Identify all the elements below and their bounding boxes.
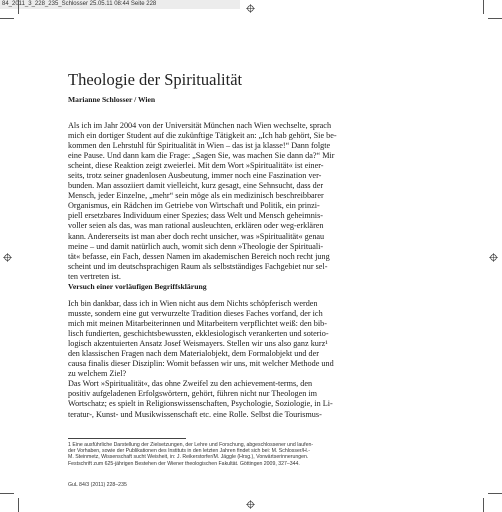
crop-mark-bottom-right-h <box>488 493 502 494</box>
text-line: kommen den Lehrstuhl für Spiritualität in Wien – das ist ja klasse!“ Dann folgte <box>68 141 331 151</box>
text-line: bunden. Man assoziiert damit vielleicht, kurz gesagt, eine Sehnsucht, dass der <box>68 181 324 191</box>
intro-paragraph <box>68 121 436 282</box>
section-heading: Versuch einer vorläufigen Begriffsklärung <box>68 282 207 291</box>
registration-mark-left-icon <box>3 253 12 262</box>
text-line: teratur-, Kunst- und Musikwissenschaft etc. eine Rolle. Selbst die Tourismus- <box>68 409 322 419</box>
footnote-divider <box>68 438 186 439</box>
text-line: mich ein dortiger Student auf die zukünftige Tätigkeit an: „Ich hab gehört, Sie be- <box>68 131 337 141</box>
text-line: Als ich im Jahr 2004 von der Universität München nach Wien wechselte, sprach <box>68 121 332 130</box>
registration-mark-right-icon <box>489 253 498 262</box>
text-line: kann. Andererseits ist man aber doch recht unsicher, was »Spiritualität« genau <box>68 231 325 241</box>
text-line: Organismus, ein Rädchen im Getriebe von Wirtschaft und Politik, ein prinzi- <box>68 201 320 211</box>
text-line: positiv aufgeladenen Erfolgswörtern, gehört, führen nicht nur Theologen im <box>68 389 318 399</box>
text-line: lisch fundierten, geschichtsbewussten, ekklesiologisch verankerten und soterio- <box>68 329 329 339</box>
text-line: Ich bin dankbar, dass ich in Wien nicht aus dem Nichts schöpferisch werden <box>68 299 318 308</box>
text-line: ten vertreten ist. <box>68 271 121 281</box>
crop-mark-bottom-left <box>18 498 19 512</box>
text-line: scheint, diese Reaktion zeigt zweierlei. Mit dem Wort »Spiritualität« ist einer- <box>68 161 324 171</box>
text-line: scheint und im deutschsprachigen Raum als selbstständiges Fachgebiet nur sel- <box>68 261 328 271</box>
footnote-line: der Vorhaben, sowie der Publikationen des Instituts in den letzten Jahren findet sich bei: M. Schlosser/H.- <box>68 448 310 455</box>
text-line: zu welchem Ziel? <box>68 369 127 379</box>
crop-mark-bottom-right <box>483 498 484 512</box>
article-title: Theologie der Spiritualität <box>68 70 243 89</box>
text-line: voller seien als das, was man rational ausleuchten, erklären oder weg-erklären <box>68 221 324 231</box>
registration-mark-top-icon <box>246 4 255 13</box>
print-slug: 84_2011_3_228_235_Schlosser 25.05.11 08:44 Seite 228 <box>0 0 240 9</box>
footnote <box>68 442 313 467</box>
text-line: musste, sondern eine gut verwurzelte Tradition dieses Faches vorfand, der ich <box>68 309 323 319</box>
text-line: causa finalis dieser Disziplin: Womit befassen wir uns, mit welcher Methode und <box>68 359 334 369</box>
crop-mark-top-right <box>483 0 484 14</box>
text-line: den klassischen Fragen nach dem Materialobjekt, dem Formalobjekt und der <box>68 349 320 359</box>
text-line: logisch akzentuierten Ansatz Josef Weismayers. Stellen wir uns also ganz kurz¹ <box>68 339 328 349</box>
text-line: eine Pause. Und dann kam die Frage: „Sagen Sie, was machen Sie dann da?“ Mir <box>68 151 335 161</box>
crop-mark-bottom-left-h <box>0 493 14 494</box>
crop-mark-top-left <box>18 0 19 14</box>
footnote-line: Festschrift zum 625-jährigen Bestehen der Wiener theologischen Fakultät. Göttingen 2009, 327–344. <box>68 460 300 467</box>
text-line: seits, trotz seiner gnadenlosen Ausbeutung, immer noch eine Faszination ver- <box>68 171 322 181</box>
article-author: Marianne Schlosser / Wien <box>68 95 156 104</box>
footnote-line: 1 Eine ausführliche Darstellung der Zielsetzungen, der Lehre und Forschung, abgeschlossener und laufen- <box>68 442 314 448</box>
journal-citation: GuL 84/3 (2011) 228–235 <box>68 482 127 488</box>
section-paragraph <box>68 299 436 420</box>
footnote-line: M. Steinmetz, Wissenschaft sucht Weisheit, in: J. Reikerstorfer/M. Jäggle (Hrsg.), Vorwärtserinnerungen. <box>68 454 309 461</box>
text-line: tät« befasse, ein Fach, dessen Namen im akademischen Bereich noch recht jung <box>68 251 330 261</box>
crop-mark-top-right-h <box>488 18 502 19</box>
text-line: Wortschatz; es spielt in Religionswissenschaften, Psychologie, Soziologie, in Li- <box>68 399 333 409</box>
text-line: mich mit meinen Mitarbeiterinnen und Mitarbeitern verpflichtet weiß: den bib- <box>68 319 327 329</box>
text-line: Mensch, jeder Einzelne, „mehr“ sein möge als ein medizinisch beschreibbarer <box>68 191 324 201</box>
text-line: Das Wort »Spiritualität«, das ohne Zweifel zu den achievement-terms, den <box>68 379 313 389</box>
text-line: piell ersetzbares Individuum einer Spezies; dass Welt und Mensch geheimnis- <box>68 211 323 221</box>
crop-mark-top-left-h <box>0 18 14 19</box>
text-line: meine – und damit natürlich auch, womit sich denn »Theologie der Spirituali- <box>68 241 324 251</box>
registration-mark-bottom-icon <box>246 500 255 509</box>
